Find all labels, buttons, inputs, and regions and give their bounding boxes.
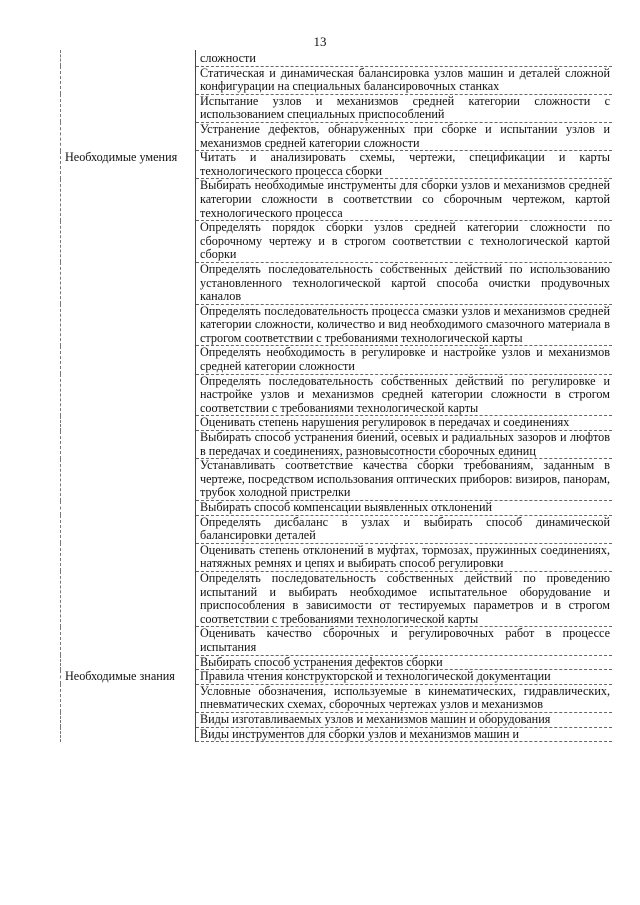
skill-item: Устанавливать соответствие качества сборки требованиям, заданным в чертеже, посредством использования оптических приборов: визиров, панорам, трубок холодной пристрелки: [196, 459, 613, 501]
skill-item: Определять последовательность собственных действий по регулировке и настройке узлов и механизмов средней категории сложности в строгом соответствии с требованиями технологической карты: [196, 374, 613, 416]
table-cell: Устранение дефектов, обнаруженных при сборке и испытании узлов и механизмов средней категории сложности: [196, 122, 613, 150]
knowledge-item: Правила чтения конструкторской и технологической документации: [196, 670, 613, 685]
empty-label-cell: [61, 94, 196, 122]
table-cell: Статическая и динамическая балансировка узлов машин и деталей сложной конфигурации на специальных балансировочных станках: [196, 66, 613, 94]
empty-label-cell: [61, 122, 196, 150]
table-cell: Испытание узлов и механизмов средней категории сложности с использованием специальных приспособлений: [196, 94, 613, 122]
skill-item: Определять последовательность собственных действий по использованию установленного технологической картой способа очистки продувочных каналов: [196, 262, 613, 304]
skill-item: Выбирать способ компенсации выявленных отклонений: [196, 501, 613, 516]
requirements-table-container: [60, 50, 612, 742]
skill-item: Выбирать способ устранения дефектов сборки: [196, 655, 613, 670]
knowledge-label-cell: [61, 670, 196, 742]
table-row: [61, 151, 613, 179]
knowledge-item: Условные обозначения, используемые в кинематических, гидравлических, пневматических схемах, сборочных чертежах узлов и механизмов: [196, 684, 613, 712]
empty-label-cell: [61, 50, 196, 66]
skill-item: Определять последовательность процесса смазки узлов и механизмов средней категории сложности, количество и вид необходимого смазочного материала в строгом соответствии с требованиями технологической карты: [196, 304, 613, 346]
skill-item: Определять порядок сборки узлов средней категории сложности по сборочному чертежу и в строгом соответствии с технологической картой сборки: [196, 221, 613, 263]
requirements-table: [60, 50, 612, 742]
skill-item: Определять последовательность собственных действий по проведению испытаний и выбирать необходимое испытательное оборудование и приспособления в зависимости от тестируемых параметров и в строгом соответствии с требованиями технологической карты: [196, 571, 613, 626]
skill-item: Выбирать необходимые инструменты для сборки узлов и механизмов средней категории сложности в соответствии со сборочным чертежом, картой технологического процесса: [196, 179, 613, 221]
skills-label: Необходимые умения: [65, 149, 178, 164]
knowledge-item: Виды инструментов для сборки узлов и механизмов машин и: [196, 727, 613, 742]
knowledge-label: Необходимые знания: [65, 668, 175, 683]
page-number: 13: [313, 34, 327, 49]
knowledge-item: Виды изготавливаемых узлов и механизмов машин и оборудования: [196, 712, 613, 727]
skill-item: Оценивать качество сборочных и регулировочных работ в процессе испытания: [196, 627, 613, 655]
table-row: [61, 670, 613, 685]
skill-item: Определять необходимость в регулировке и настройке узлов и механизмов средней категории сложности: [196, 346, 613, 374]
skill-item: Выбирать способ устранения биений, осевых и радиальных зазоров и люфтов в передачах и соединениях, разновысотности сборочных единиц: [196, 431, 613, 459]
skill-item: Оценивать степень отклонений в муфтах, тормозах, пружинных соединениях, натяжных ремнях и цепях и выбирать способ регулировки: [196, 543, 613, 571]
skill-item: Читать и анализировать схемы, чертежи, спецификации и карты технологического процесса сборки: [196, 151, 613, 179]
table-row: [61, 66, 613, 94]
table-row: [61, 122, 613, 150]
skill-item: Определять дисбаланс в узлах и выбирать способ динамической балансировки деталей: [196, 515, 613, 543]
table-cell: сложности: [196, 50, 613, 66]
table-row: [61, 50, 613, 66]
skill-item: Оценивать степень нарушения регулировок в передачах и соединениях: [196, 416, 613, 431]
skills-label-cell: [61, 151, 196, 670]
empty-label-cell: [61, 66, 196, 94]
table-row: [61, 94, 613, 122]
